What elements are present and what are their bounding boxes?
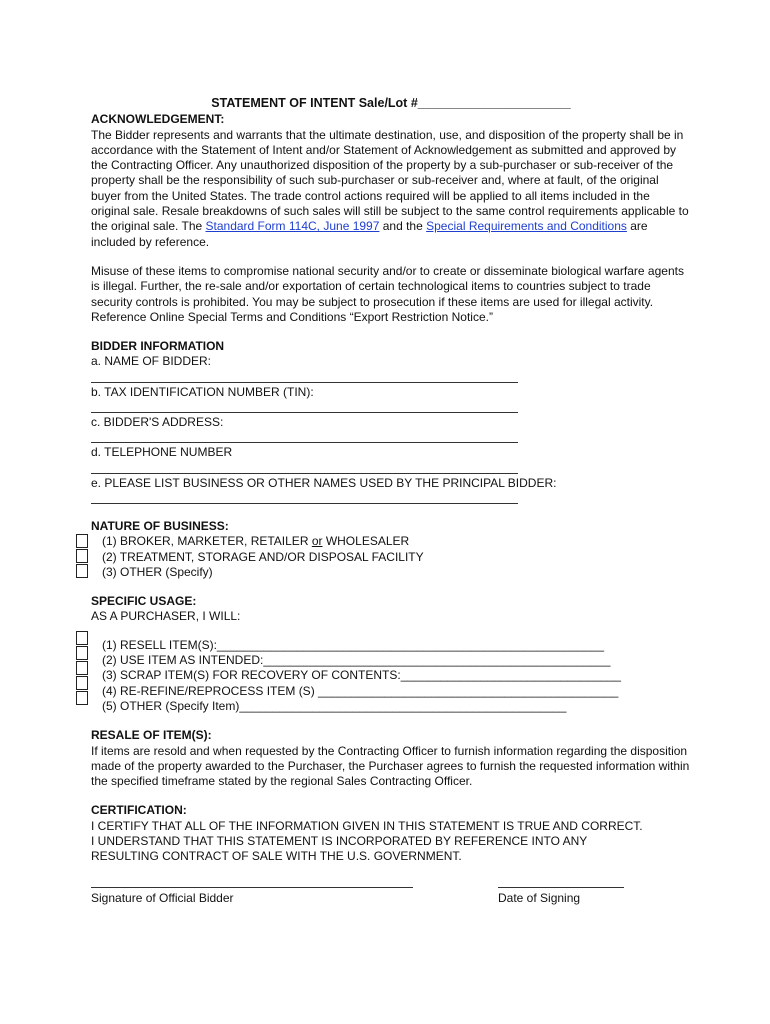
date-label: Date of Signing (498, 891, 581, 905)
nature-checkbox-1[interactable] (76, 534, 88, 548)
other-names-label: e. PLEASE LIST BUSINESS OR OTHER NAMES USED BY THE PRINCIPAL BIDDER: (91, 475, 557, 490)
usage-checkbox-1[interactable] (76, 631, 88, 645)
telephone-field[interactable] (91, 472, 518, 474)
bidder-name-label: a. NAME OF BIDDER: (91, 354, 212, 369)
other-names-field[interactable] (91, 502, 518, 504)
address-label: c. BIDDER'S ADDRESS: (91, 415, 224, 430)
usage-subheading: AS A PURCHASER, I WILL: (91, 609, 241, 624)
certification-line-3: RESULTING CONTRACT OF SALE WITH THE U.S. GOVERNMENT. (91, 849, 462, 864)
nature-option-1 (91, 534, 691, 549)
acknowledgement-text-part: are included by reference. (91, 219, 648, 249)
nature-checkbox-3[interactable] (76, 564, 88, 578)
usage-option-3: (3) SCRAP ITEM(S) FOR RECOVERY OF CONTENTS:_________________________________ (102, 668, 621, 683)
nature-option-2: (2) TREATMENT, STORAGE AND/OR DISPOSAL FACILITY (102, 549, 424, 564)
address-field[interactable] (91, 441, 518, 443)
certification-line-1: I CERTIFY THAT ALL OF THE INFORMATION GIVEN IN THIS STATEMENT IS TRUE AND CORRECT. (91, 818, 643, 833)
signature-label: Signature of Official Bidder (91, 891, 234, 905)
nature-option-1-text-end: WHOLESALER (322, 534, 410, 549)
document-body (91, 96, 691, 865)
nature-heading: NATURE OF BUSINESS: (91, 518, 229, 533)
special-requirements-link[interactable]: Special Requirements and Conditions (426, 219, 627, 234)
usage-option-5: (5) OTHER (Specify Item)_________________________________________________ (102, 698, 567, 713)
acknowledgement-text (91, 128, 691, 250)
acknowledgement-text-part: and the (379, 219, 427, 234)
usage-checkbox-2[interactable] (76, 646, 88, 660)
certification-line-2: I UNDERSTAND THAT THIS STATEMENT IS INCORPORATED BY REFERENCE INTO ANY (91, 833, 588, 848)
date-field[interactable] (498, 886, 624, 888)
telephone-label: d. TELEPHONE NUMBER (91, 445, 233, 460)
usage-checkbox-4[interactable] (76, 676, 88, 690)
acknowledgement-text-part: The Bidder represents and warrants that the ultimate destination, use, and disposition of the property shall be in accordance with the Statement of Intent and/or Statement of Acknowledgement as submitted and approved by the Contracting Officer. Any unauthorized disposition of the property by a sub-purchaser or sub-receiver of the property shall be the responsibility of such sub-purchaser or sub-receiver and, where at fault, of the original buyer from the United States. The trade control actions required will be applied to all items included in the original sale. Resale breakdowns of such sales will still be subject to the same control requirements applicable to the original sale. The (91, 127, 689, 234)
signature-field[interactable] (91, 886, 413, 888)
page-title: STATEMENT OF INTENT Sale/Lot #______________________ (211, 96, 571, 110)
resale-heading: RESALE OF ITEM(S): (91, 728, 212, 743)
nature-option-1-text: (1) BROKER, MARKETER, RETAILER (102, 534, 312, 549)
resale-text: If items are resold and when requested by the Contracting Officer to furnish information regarding the disposition made of the property awarded to the Purchaser, the Purchaser agrees to furnish the requested information within the specified timeframe stated by the regional Sales Contracting Officer. (91, 743, 690, 789)
tin-label: b. TAX IDENTIFICATION NUMBER (TIN): (91, 384, 314, 399)
tin-field[interactable] (91, 411, 518, 413)
usage-option-2: (2) USE ITEM AS INTENDED:____________________________________________________ (102, 653, 611, 668)
standard-form-link[interactable]: Standard Form 114C, June 1997 (205, 219, 380, 234)
nature-option-1-or: or (311, 534, 323, 549)
usage-option-1: (1) RESELL ITEM(S):__________________________________________________________ (102, 637, 604, 652)
misuse-paragraph: Misuse of these items to compromise national security and/or to create or disseminate biological warfare agents is illegal. Further, the re-sale and/or exportation of certain technological items to countries subject to trade security controls is prohibited. You may be subject to prosecution if these items are used for illegal activity. Reference Online Special Terms and Conditions “Export Restriction Notice.” (91, 263, 684, 324)
nature-checkbox-2[interactable] (76, 549, 88, 563)
bidder-name-field[interactable] (91, 381, 518, 383)
acknowledgement-heading: ACKNOWLEDGEMENT: (91, 112, 225, 127)
certification-heading: CERTIFICATION: (91, 803, 187, 818)
usage-heading: SPECIFIC USAGE: (91, 594, 197, 609)
nature-option-3: (3) OTHER (Specify) (102, 564, 213, 579)
usage-checkbox-3[interactable] (76, 661, 88, 675)
bidder-info-heading: BIDDER INFORMATION (91, 339, 225, 354)
usage-option-4: (4) RE-REFINE/REPROCESS ITEM (S) _____________________________________________ (102, 683, 619, 698)
usage-checkbox-5[interactable] (76, 691, 88, 705)
